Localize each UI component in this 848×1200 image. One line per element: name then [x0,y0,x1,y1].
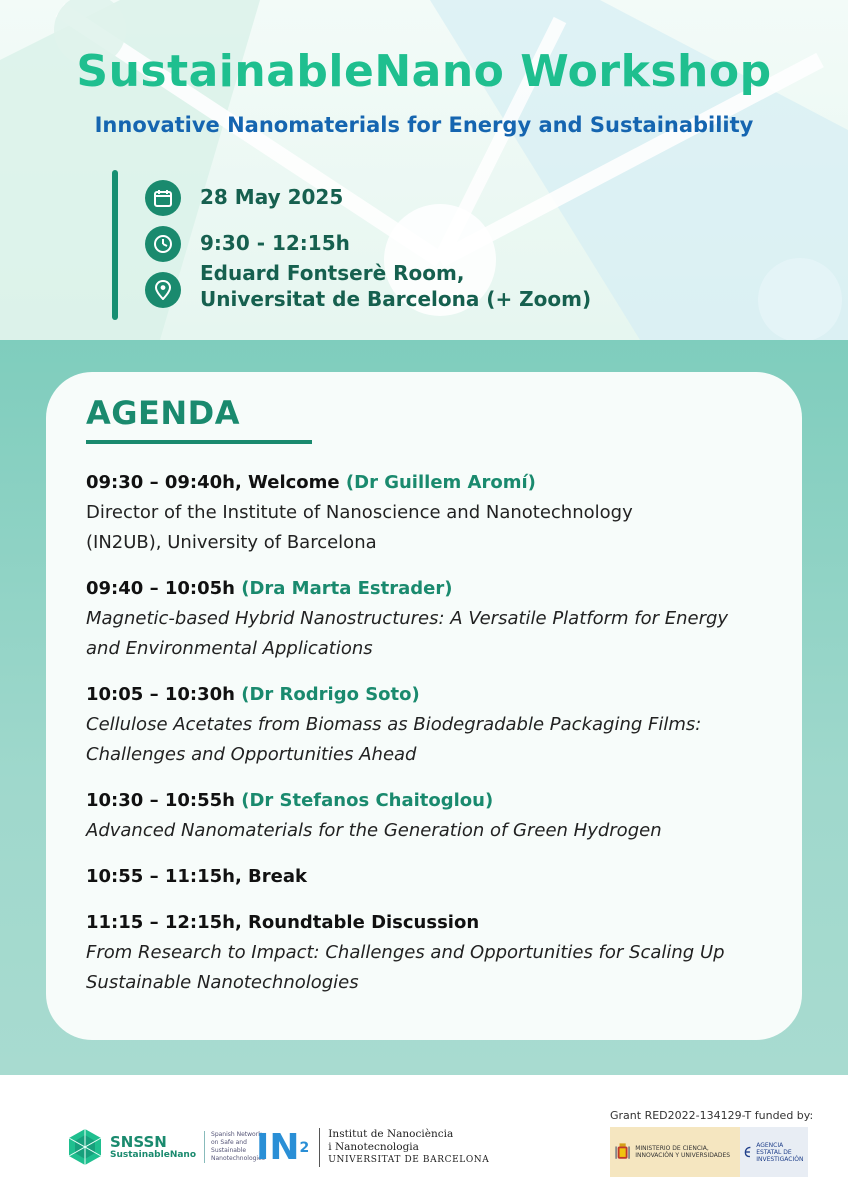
ministry-name: MINISTERIO DE CIENCIA, INNOVACIÓN Y UNIVERSIDADES [635,1145,731,1159]
in2-university: UNIVERSITAT DE BARCELONA [328,1155,490,1165]
agenda-description: (IN2UB), University of Barcelona [86,532,377,553]
agenda-item [86,574,776,664]
ministry-logo [610,1127,740,1177]
agenda-time: 09:40 – 10:05h [86,578,242,599]
agenda-description: Director of the Institute of Nanoscience and Nanotechnology [86,502,633,523]
agenda-underline [86,440,312,444]
event-time: 9:30 - 12:15h [200,231,350,255]
page-subtitle: Innovative Nanomaterials for Energy and Sustainability [94,113,754,137]
aei-logo [740,1127,808,1177]
snssn-subname: SustainableNano [110,1150,197,1160]
agenda-list [86,468,776,1014]
agenda-time: 10:05 – 10:30h [86,684,242,705]
aei-mark-icon [744,1139,752,1165]
agenda-talk-title: Challenges and Opportunities Ahead [86,744,417,765]
snssn-description: Spanish Network on Safe and Sustainable Nanotechnologies [204,1131,266,1163]
snssn-logo [66,1127,266,1167]
agenda-speaker: (Dr Rodrigo Soto) [241,684,420,705]
in2-superscript: 2 [299,1139,310,1156]
agenda-time: 10:30 – 10:55h [86,790,242,811]
agenda-heading: AGENDA [86,394,240,432]
event-location-line1: Eduard Fontserè Room, [200,261,465,285]
spanish-coat-of-arms-icon [614,1135,631,1169]
snssn-nano-icon [66,1127,104,1167]
location-row [145,261,592,312]
in2-line1: Institut de Nanociència [328,1128,454,1140]
calendar-icon [145,180,181,216]
agenda-speaker: (Dr Guillem Aromí) [345,472,536,493]
agenda-talk-title: Advanced Nanomaterials for the Generation of Green Hydrogen [86,820,662,841]
funding-logos [610,1127,810,1177]
agenda-item [86,908,776,998]
agenda-talk-title: and Environmental Applications [86,638,373,659]
snssn-name: SNSSN [110,1133,167,1151]
agenda-item [86,468,776,558]
agenda-speaker: (Dra Marta Estrader) [241,578,453,599]
agenda-talk-title: Sustainable Nanotechnologies [86,972,359,993]
location-pin-icon [145,272,181,308]
in2-line2: i Nanotecnologia [328,1141,419,1153]
in2-mark: IN [256,1126,300,1168]
page-title: SustainableNano Workshop [76,46,772,97]
date-row [145,180,343,216]
agenda-speaker: (Dr Stefanos Chaitoglou) [241,790,494,811]
agenda-time: 11:15 – 12:15h, Roundtable Discussion [86,912,480,933]
in2ub-logo [256,1128,489,1167]
clock-icon [145,226,181,262]
event-date: 28 May 2025 [200,185,344,209]
agenda-item [86,862,776,892]
event-location-line2: Universitat de Barcelona (+ Zoom) [200,287,592,311]
agenda-time: 10:55 – 11:15h, Break [86,866,307,887]
agenda-item [86,680,776,770]
aei-name: AGENCIA ESTATAL DE INVESTIGACIÓN [756,1141,804,1163]
agenda-talk-title: Cellulose Acetates from Biomass as Biodegradable Packaging Films: [86,714,702,735]
agenda-item [86,786,776,846]
agenda-talk-title: From Research to Impact: Challenges and Opportunities for Scaling Up [86,942,725,963]
agenda-talk-title: Magnetic-based Hybrid Nanostructures: A Versatile Platform for Energy [86,608,729,629]
info-divider [112,170,118,320]
time-row [145,226,350,262]
grant-text: Grant RED2022-134129-T funded by: [610,1109,814,1122]
agenda-time: 09:30 – 09:40h, Welcome [86,472,346,493]
